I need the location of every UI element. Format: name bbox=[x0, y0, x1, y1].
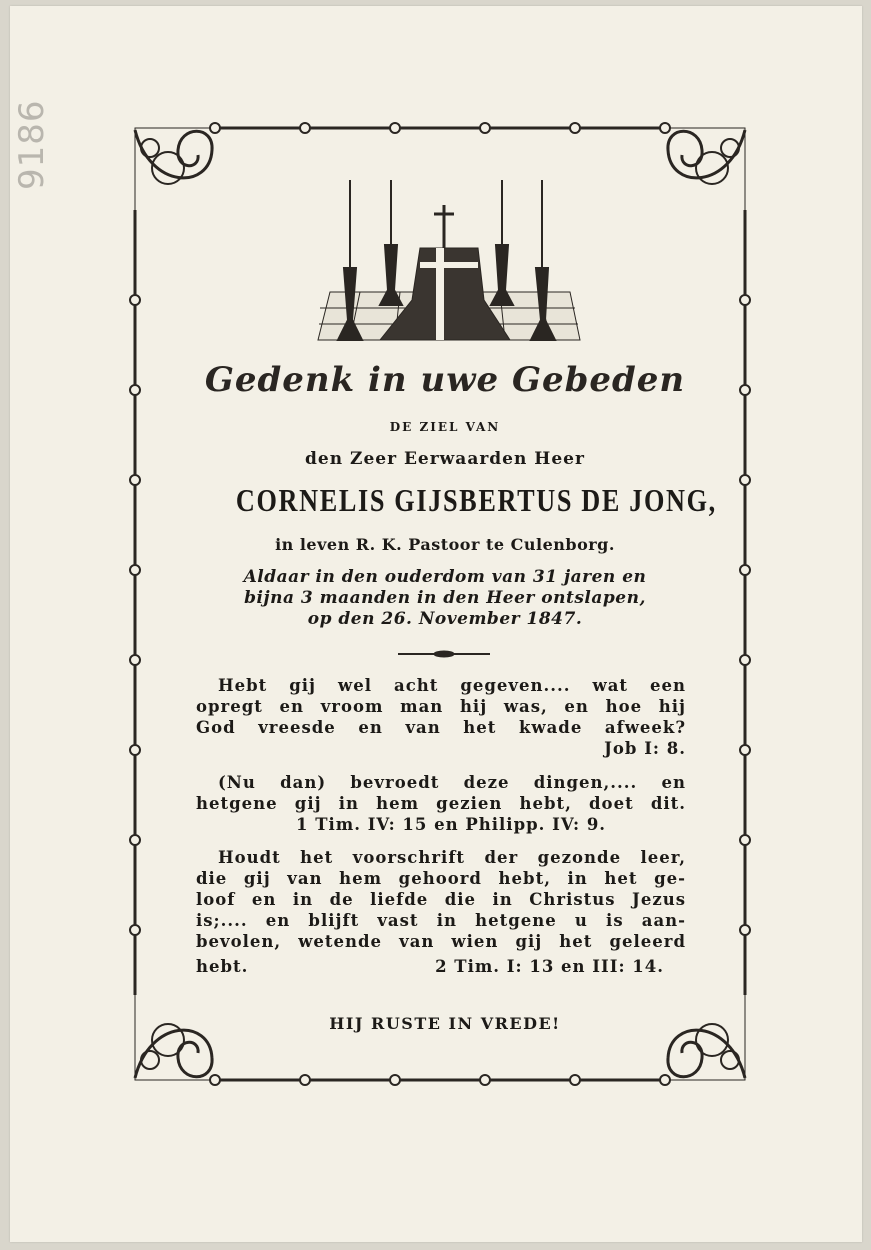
verse-3-reference: 2 Tim. I: 13 en III: 14. bbox=[435, 957, 664, 976]
verse-2-line-2: hetgene gij in hem gezien hebt, doet dit. bbox=[196, 794, 686, 813]
verse-3-line-2: die gij van hem gehoord hebt, in het ge- bbox=[196, 869, 686, 888]
verse-3-line-5: bevolen, wetende van wien gij het geleerd bbox=[196, 932, 686, 951]
death-line-3: op den 26. November 1847. bbox=[307, 609, 583, 629]
verse-2-line-1: (Nu dan) bevroedt deze dingen,.... en bbox=[218, 773, 686, 792]
verse-1-line-1: Hebt gij wel acht gegeven.... wat een bbox=[218, 676, 686, 695]
verse-2-reference: 1 Tim. IV: 15 en Philipp. IV: 9. bbox=[296, 815, 607, 834]
honorific: den Zeer Eerwaarden Heer bbox=[305, 449, 585, 469]
verse-3-last-line-start: hebt. bbox=[196, 957, 249, 976]
verse-3-line-1: Houdt het voorschrift der gezonde leer, bbox=[218, 848, 686, 867]
verse-1-line-3: God vreesde en van het kwade afweek? bbox=[196, 718, 686, 737]
verse-3-line-3: loof en in de liefde die in Christus Jezus bbox=[196, 890, 686, 909]
verse-1-reference: Job I: 8. bbox=[604, 739, 686, 758]
closing-text: HIJ RUSTE IN VREDE! bbox=[329, 1014, 561, 1033]
death-line-2: bijna 3 maanden in den Heer ontslapen, bbox=[244, 588, 646, 608]
altar-illustration bbox=[318, 180, 580, 340]
verse-3-line-4: is;.... en blijft vast in hetgene u is aan- bbox=[196, 911, 686, 930]
intro-text: DE ZIEL VAN bbox=[389, 420, 501, 434]
separator-rule bbox=[398, 651, 490, 657]
death-line-1: Aldaar in den ouderdom van 31 jaren en bbox=[243, 567, 647, 587]
position: in leven R. K. Pastoor te Culenborg. bbox=[275, 535, 615, 554]
pencil-inventory-number: 9186 bbox=[12, 99, 52, 190]
heading: Gedenk in uwe Gebeden bbox=[204, 360, 686, 400]
deceased-name: CORNELIS GIJSBERTUS DE JONG, bbox=[235, 482, 717, 518]
verse-1-line-2: opregt en vroom man hij was, en hoe hij bbox=[196, 697, 686, 716]
